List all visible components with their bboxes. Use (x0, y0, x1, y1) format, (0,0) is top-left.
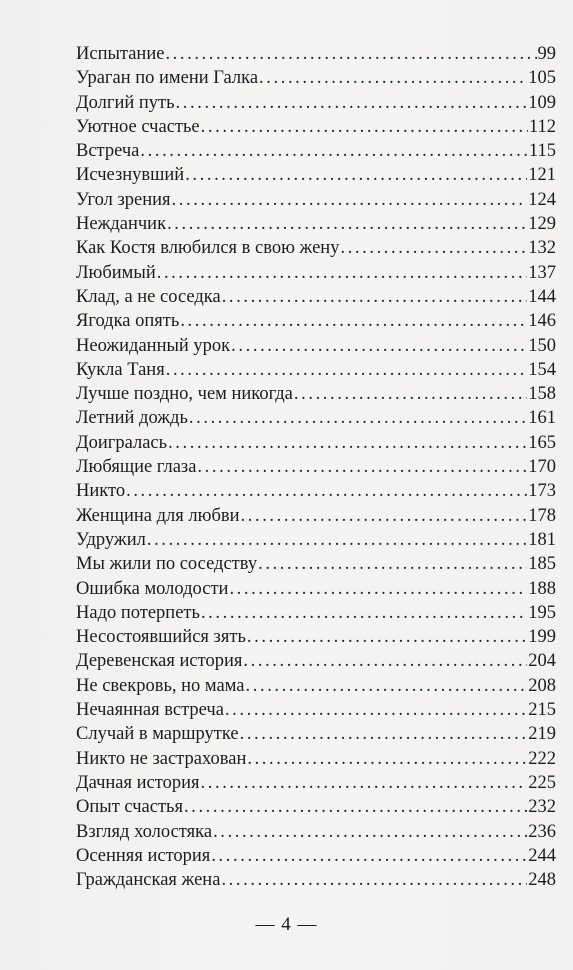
toc-entry (76, 455, 556, 479)
toc-entry (76, 334, 556, 358)
toc-entry-page: 178 (528, 505, 556, 526)
toc-entry (76, 212, 556, 236)
toc-entry (76, 382, 556, 406)
dot-leader (240, 722, 528, 746)
dot-leader (225, 698, 527, 722)
toc-entry-page: 215 (528, 700, 556, 721)
toc-entry-title: Гражданская жена (76, 870, 221, 891)
toc-entry-title: Случай в маршрутке (76, 724, 239, 745)
toc-entry-title: Исчезнувший (76, 165, 185, 186)
toc-entry-page: 185 (528, 554, 556, 575)
toc-entry-page: 199 (528, 627, 556, 648)
toc-entry-page: 204 (528, 651, 556, 672)
toc-entry-page: 121 (528, 165, 556, 186)
toc-entry-page: 129 (528, 214, 556, 235)
toc-entry (76, 844, 556, 868)
toc-entry (76, 649, 556, 673)
toc-entry (76, 188, 556, 212)
dot-leader (246, 674, 528, 698)
toc-entry (76, 431, 556, 455)
toc-entry-title: Взгляд холостяка (76, 821, 213, 842)
toc-entry-title: Мы жили по соседству (76, 554, 258, 575)
toc-entry-title: Надо потерпеть (76, 602, 200, 623)
toc-entry-page: 115 (528, 141, 556, 162)
toc-entry (76, 236, 556, 260)
toc-entry-title: Никто (76, 481, 126, 502)
toc-entry (76, 552, 556, 576)
toc-entry-page: 222 (528, 748, 556, 769)
toc-entry (76, 868, 556, 892)
toc-entry-title: Неожиданный урок (76, 335, 231, 356)
dot-leader (231, 334, 527, 358)
toc-entry-page: 225 (528, 772, 556, 793)
toc-entry (76, 406, 556, 430)
toc-entry-page: 208 (528, 675, 556, 696)
toc-entry-page: 188 (528, 578, 556, 599)
dot-leader (247, 625, 527, 649)
toc-entry-page: 144 (528, 286, 556, 307)
toc-entry-title: Испытание (76, 44, 165, 64)
toc-entry (76, 795, 556, 819)
dot-leader (176, 91, 528, 115)
toc-entry-title: Летний дождь (76, 408, 188, 429)
toc-entry-title: Ошибка молодости (76, 578, 229, 599)
toc-entry-title: Любимый (76, 262, 156, 283)
toc-entry-title: Встреча (76, 141, 140, 162)
toc-entry-page: 232 (528, 797, 556, 818)
dot-leader (221, 868, 527, 892)
toc-entry-title: Деревенская история (76, 651, 243, 672)
toc-entry-title: Удружил (76, 529, 146, 550)
dot-leader (126, 479, 527, 503)
toc-entry-page: 99 (537, 44, 556, 64)
toc-entry-page: 124 (528, 189, 556, 210)
toc-entry-page: 146 (528, 311, 556, 332)
toc-entry-page: 173 (528, 481, 556, 502)
toc-entry-page: 154 (528, 359, 556, 380)
dot-leader (166, 358, 528, 382)
toc-entry-title: Угол зрения (76, 189, 171, 210)
dot-leader (189, 406, 527, 430)
toc-entry (76, 163, 556, 187)
toc-entry-page: 158 (528, 384, 556, 405)
toc-entry-page: 219 (528, 724, 556, 745)
dot-leader (211, 844, 527, 868)
dot-leader (172, 188, 528, 212)
toc-entry (76, 771, 556, 795)
dot-leader (167, 212, 527, 236)
toc-entry-page: 181 (528, 529, 556, 550)
toc-entry-title: Ураган по имени Галка (76, 68, 259, 89)
toc-entry-title: Как Костя влюбился в свою жену (76, 238, 340, 259)
toc-entry (76, 698, 556, 722)
toc-entry-title: Дачная история (76, 772, 200, 793)
toc-entry-page: 150 (528, 335, 556, 356)
dot-leader (180, 309, 527, 333)
toc-entry (76, 674, 556, 698)
page-number: — 4 — (255, 914, 318, 935)
dot-leader (294, 382, 527, 406)
dot-leader (184, 795, 527, 819)
dot-leader (229, 577, 527, 601)
toc-entry (76, 479, 556, 503)
toc-entry-title: Женщина для любви (76, 505, 240, 526)
toc-entry-title: Осенняя история (76, 845, 211, 866)
toc-entry (76, 577, 556, 601)
dot-leader (340, 236, 527, 260)
dot-leader (259, 66, 527, 90)
toc-entry-title: Ягодка опять (76, 311, 180, 332)
toc-entry-title: Лучше поздно, чем никогда (76, 384, 293, 405)
toc-entry-page: 248 (528, 870, 556, 891)
toc-entry-page: 244 (528, 845, 556, 866)
toc-entry-page: 236 (528, 821, 556, 842)
toc-entry-page: 195 (528, 602, 556, 623)
dot-leader (243, 649, 527, 673)
toc-entry (76, 528, 556, 552)
toc-entry-title: Уютное счастье (76, 116, 200, 137)
dot-leader (185, 163, 527, 187)
dot-leader (201, 771, 528, 795)
toc-entry (76, 91, 556, 115)
toc-entry (76, 747, 556, 771)
toc-entry (76, 115, 556, 139)
toc-entry (76, 504, 556, 528)
toc-entry-title: Никто не застрахован (76, 748, 247, 769)
toc-entry-page: 105 (528, 68, 556, 89)
dot-leader (258, 552, 527, 576)
toc-entry-page: 137 (528, 262, 556, 283)
dot-leader (157, 261, 528, 285)
toc-entry-title: Клад, а не соседка (76, 286, 221, 307)
dot-leader (201, 115, 528, 139)
toc-entry (76, 42, 556, 66)
toc-entry (76, 722, 556, 746)
toc-entry-page: 132 (528, 238, 556, 259)
toc-entry-page: 170 (528, 457, 556, 478)
dot-leader (168, 431, 527, 455)
toc-entry (76, 66, 556, 90)
toc-entry (76, 820, 556, 844)
dot-leader (247, 747, 527, 771)
toc-entry-title: Доигралась (76, 432, 168, 453)
toc-entry-page: 161 (528, 408, 556, 429)
dot-leader (222, 285, 528, 309)
toc-entry (76, 625, 556, 649)
toc-entry-title: Долгий путь (76, 92, 175, 113)
toc-entry (76, 309, 556, 333)
toc-entry (76, 285, 556, 309)
dot-leader (201, 601, 527, 625)
dot-leader (197, 455, 527, 479)
toc-entry (76, 261, 556, 285)
toc-entry (76, 358, 556, 382)
dot-leader (140, 139, 528, 163)
toc-entry (76, 601, 556, 625)
toc-entry-page: 165 (528, 432, 556, 453)
toc-entry-page: 109 (528, 92, 556, 113)
dot-leader (147, 528, 527, 552)
toc-entry (76, 139, 556, 163)
toc-entry-title: Опыт счастья (76, 797, 183, 818)
toc-entry-title: Нежданчик (76, 214, 167, 235)
dot-leader (165, 42, 536, 66)
toc-entry-title: Нечаянная встреча (76, 700, 224, 721)
toc-entry-title: Кукла Таня (76, 359, 165, 380)
toc-entry-title: Любящие глаза (76, 457, 197, 478)
toc-entry-title: Несостоявшийся зять (76, 627, 246, 648)
dot-leader (241, 504, 528, 528)
dot-leader (213, 820, 527, 844)
table-of-contents (76, 42, 556, 892)
toc-entry-title: Не свекровь, но мама (76, 675, 245, 696)
toc-entry-page: 112 (528, 116, 556, 137)
